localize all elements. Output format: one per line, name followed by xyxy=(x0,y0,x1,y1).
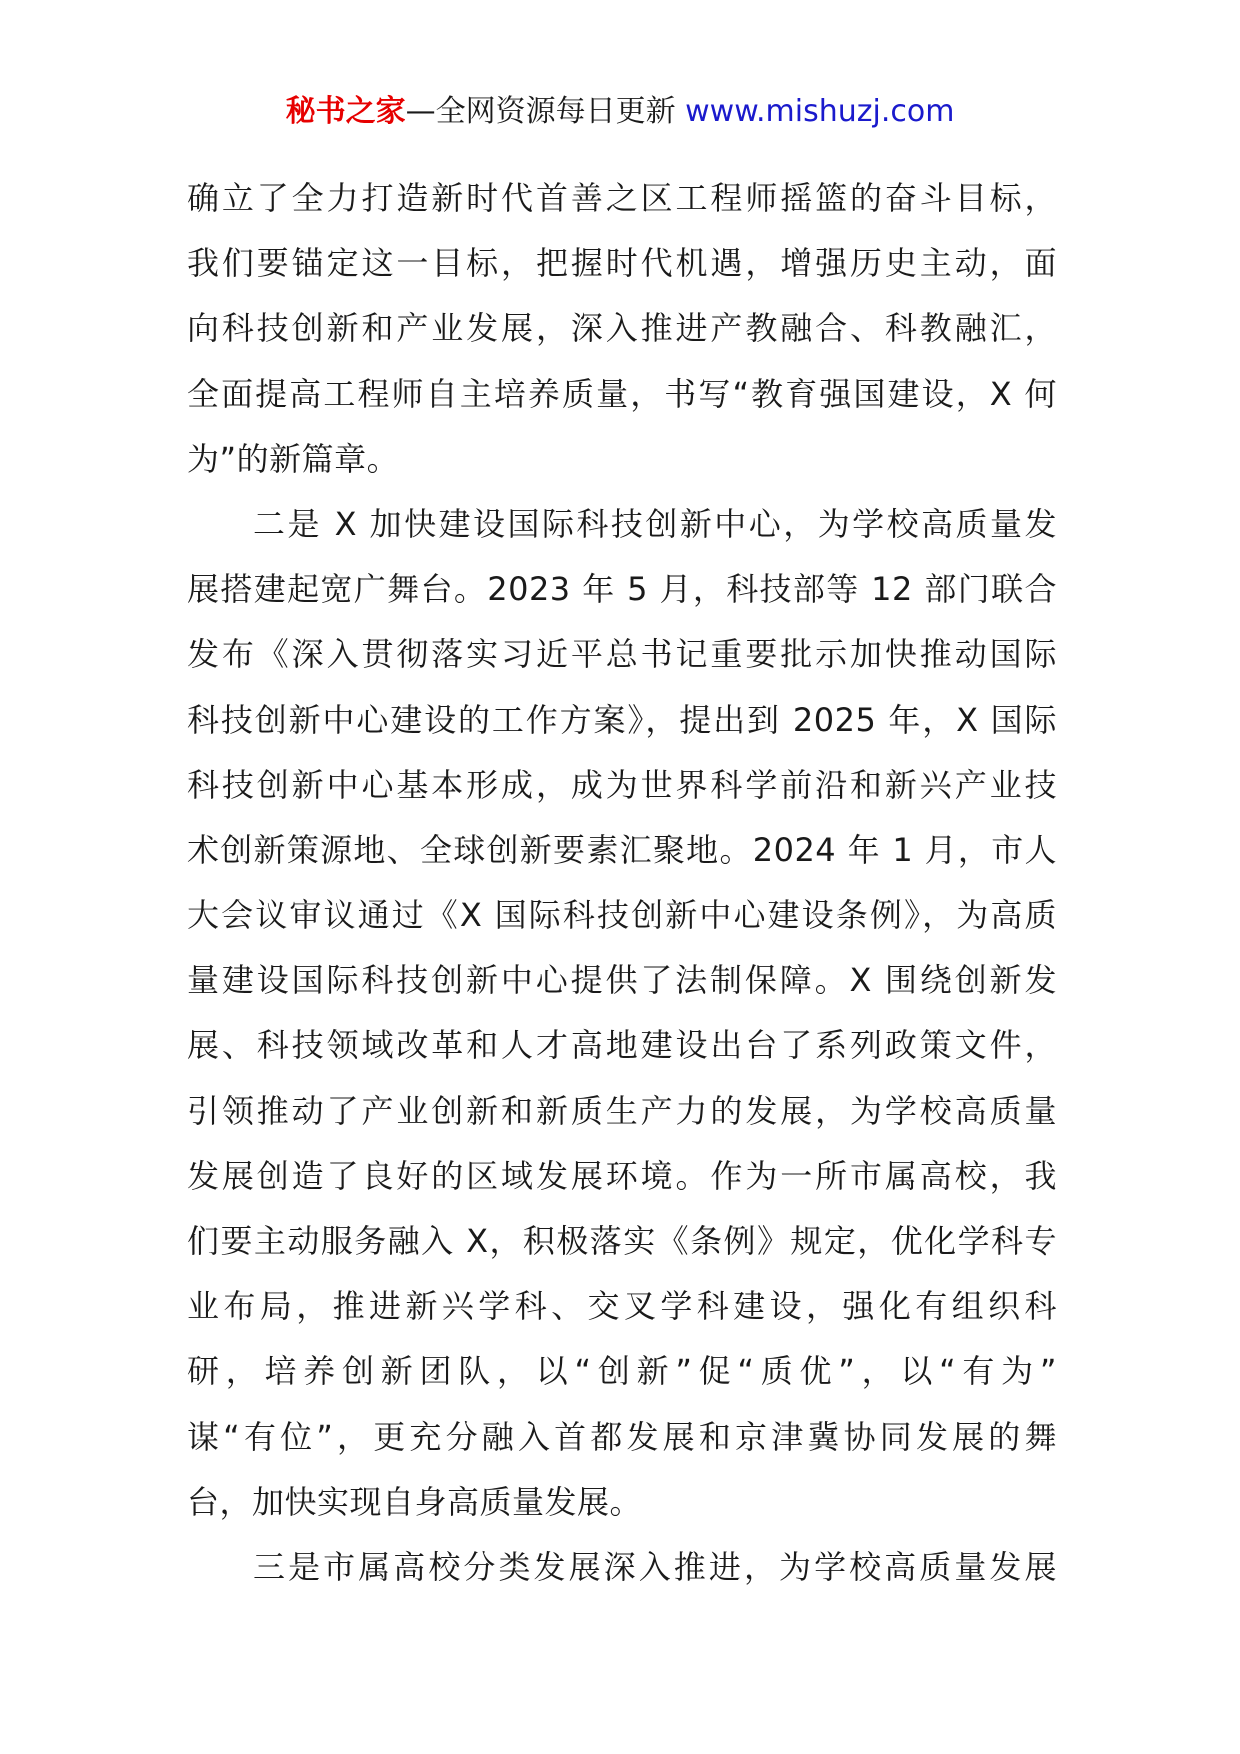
text-line: 为”的新篇章。 xyxy=(187,439,400,478)
text-line: 台，加快实现自身高质量发展。 xyxy=(187,1482,643,1521)
header-brand: 秘书之家 xyxy=(285,94,406,129)
document-body xyxy=(187,166,1057,1600)
text-line: 二是 X 加快建设国际科技创新中心，为学校高质量发 xyxy=(253,504,1057,543)
text-line: 三是市属高校分类发展深入推进，为学校高质量发展 xyxy=(253,1547,1057,1586)
text-line: 科技创新中心基本形成，成为世界科学前沿和新兴产业技 xyxy=(187,765,1057,804)
text-line: 全面提高工程师自主培养质量，书写“教育强国建设，X 何 xyxy=(187,374,1057,413)
text-line: 量建设国际科技创新中心提供了法制保障。X 围绕创新发 xyxy=(187,961,1057,1000)
text-line: 谋“有位”，更充分融入首都发展和京津冀协同发展的舞 xyxy=(187,1417,1057,1456)
text-line: 术创新策源地、全球创新要素汇聚地。2024 年 1 月，市人 xyxy=(187,830,1057,869)
text-line: 大会议审议通过《X 国际科技创新中心建设条例》，为高质 xyxy=(187,896,1057,935)
text-line: 引领推动了产业创新和新质生产力的发展，为学校高质量 xyxy=(187,1091,1057,1130)
page-header xyxy=(0,92,1240,132)
text-line: 向科技创新和产业发展，深入推进产教融合、科教融汇， xyxy=(187,309,1057,348)
text-line: 确立了全力打造新时代首善之区工程师摇篮的奋斗目标， xyxy=(187,179,1057,217)
text-line: 科技创新中心建设的工作方案》，提出到 2025 年，X 国际 xyxy=(187,700,1057,739)
header-tagline: —全网资源每日更新 xyxy=(405,94,686,129)
text-line: 展搭建起宽广舞台。2023 年 5 月，科技部等 12 部门联合 xyxy=(187,570,1057,609)
text-line: 我们要锚定这一目标，把握时代机遇，增强历史主动，面 xyxy=(187,244,1057,283)
text-line: 们要主动服务融入 X，积极落实《条例》规定，优化学科专 xyxy=(187,1222,1057,1260)
text-line: 研，培养创新团队，以“创新”促“质优”，以“有为” xyxy=(187,1352,1057,1391)
text-line: 发布《深入贯彻落实习近平总书记重要批示加快推动国际 xyxy=(187,635,1057,674)
header-site-link[interactable]: www.mishuzj.com xyxy=(685,94,955,129)
text-line: 业布局，推进新兴学科、交叉学科建设，强化有组织科 xyxy=(187,1287,1057,1326)
text-line: 发展创造了良好的区域发展环境。作为一所市属高校，我 xyxy=(187,1156,1057,1195)
text-line: 展、科技领域改革和人才高地建设出台了系列政策文件， xyxy=(187,1026,1057,1065)
